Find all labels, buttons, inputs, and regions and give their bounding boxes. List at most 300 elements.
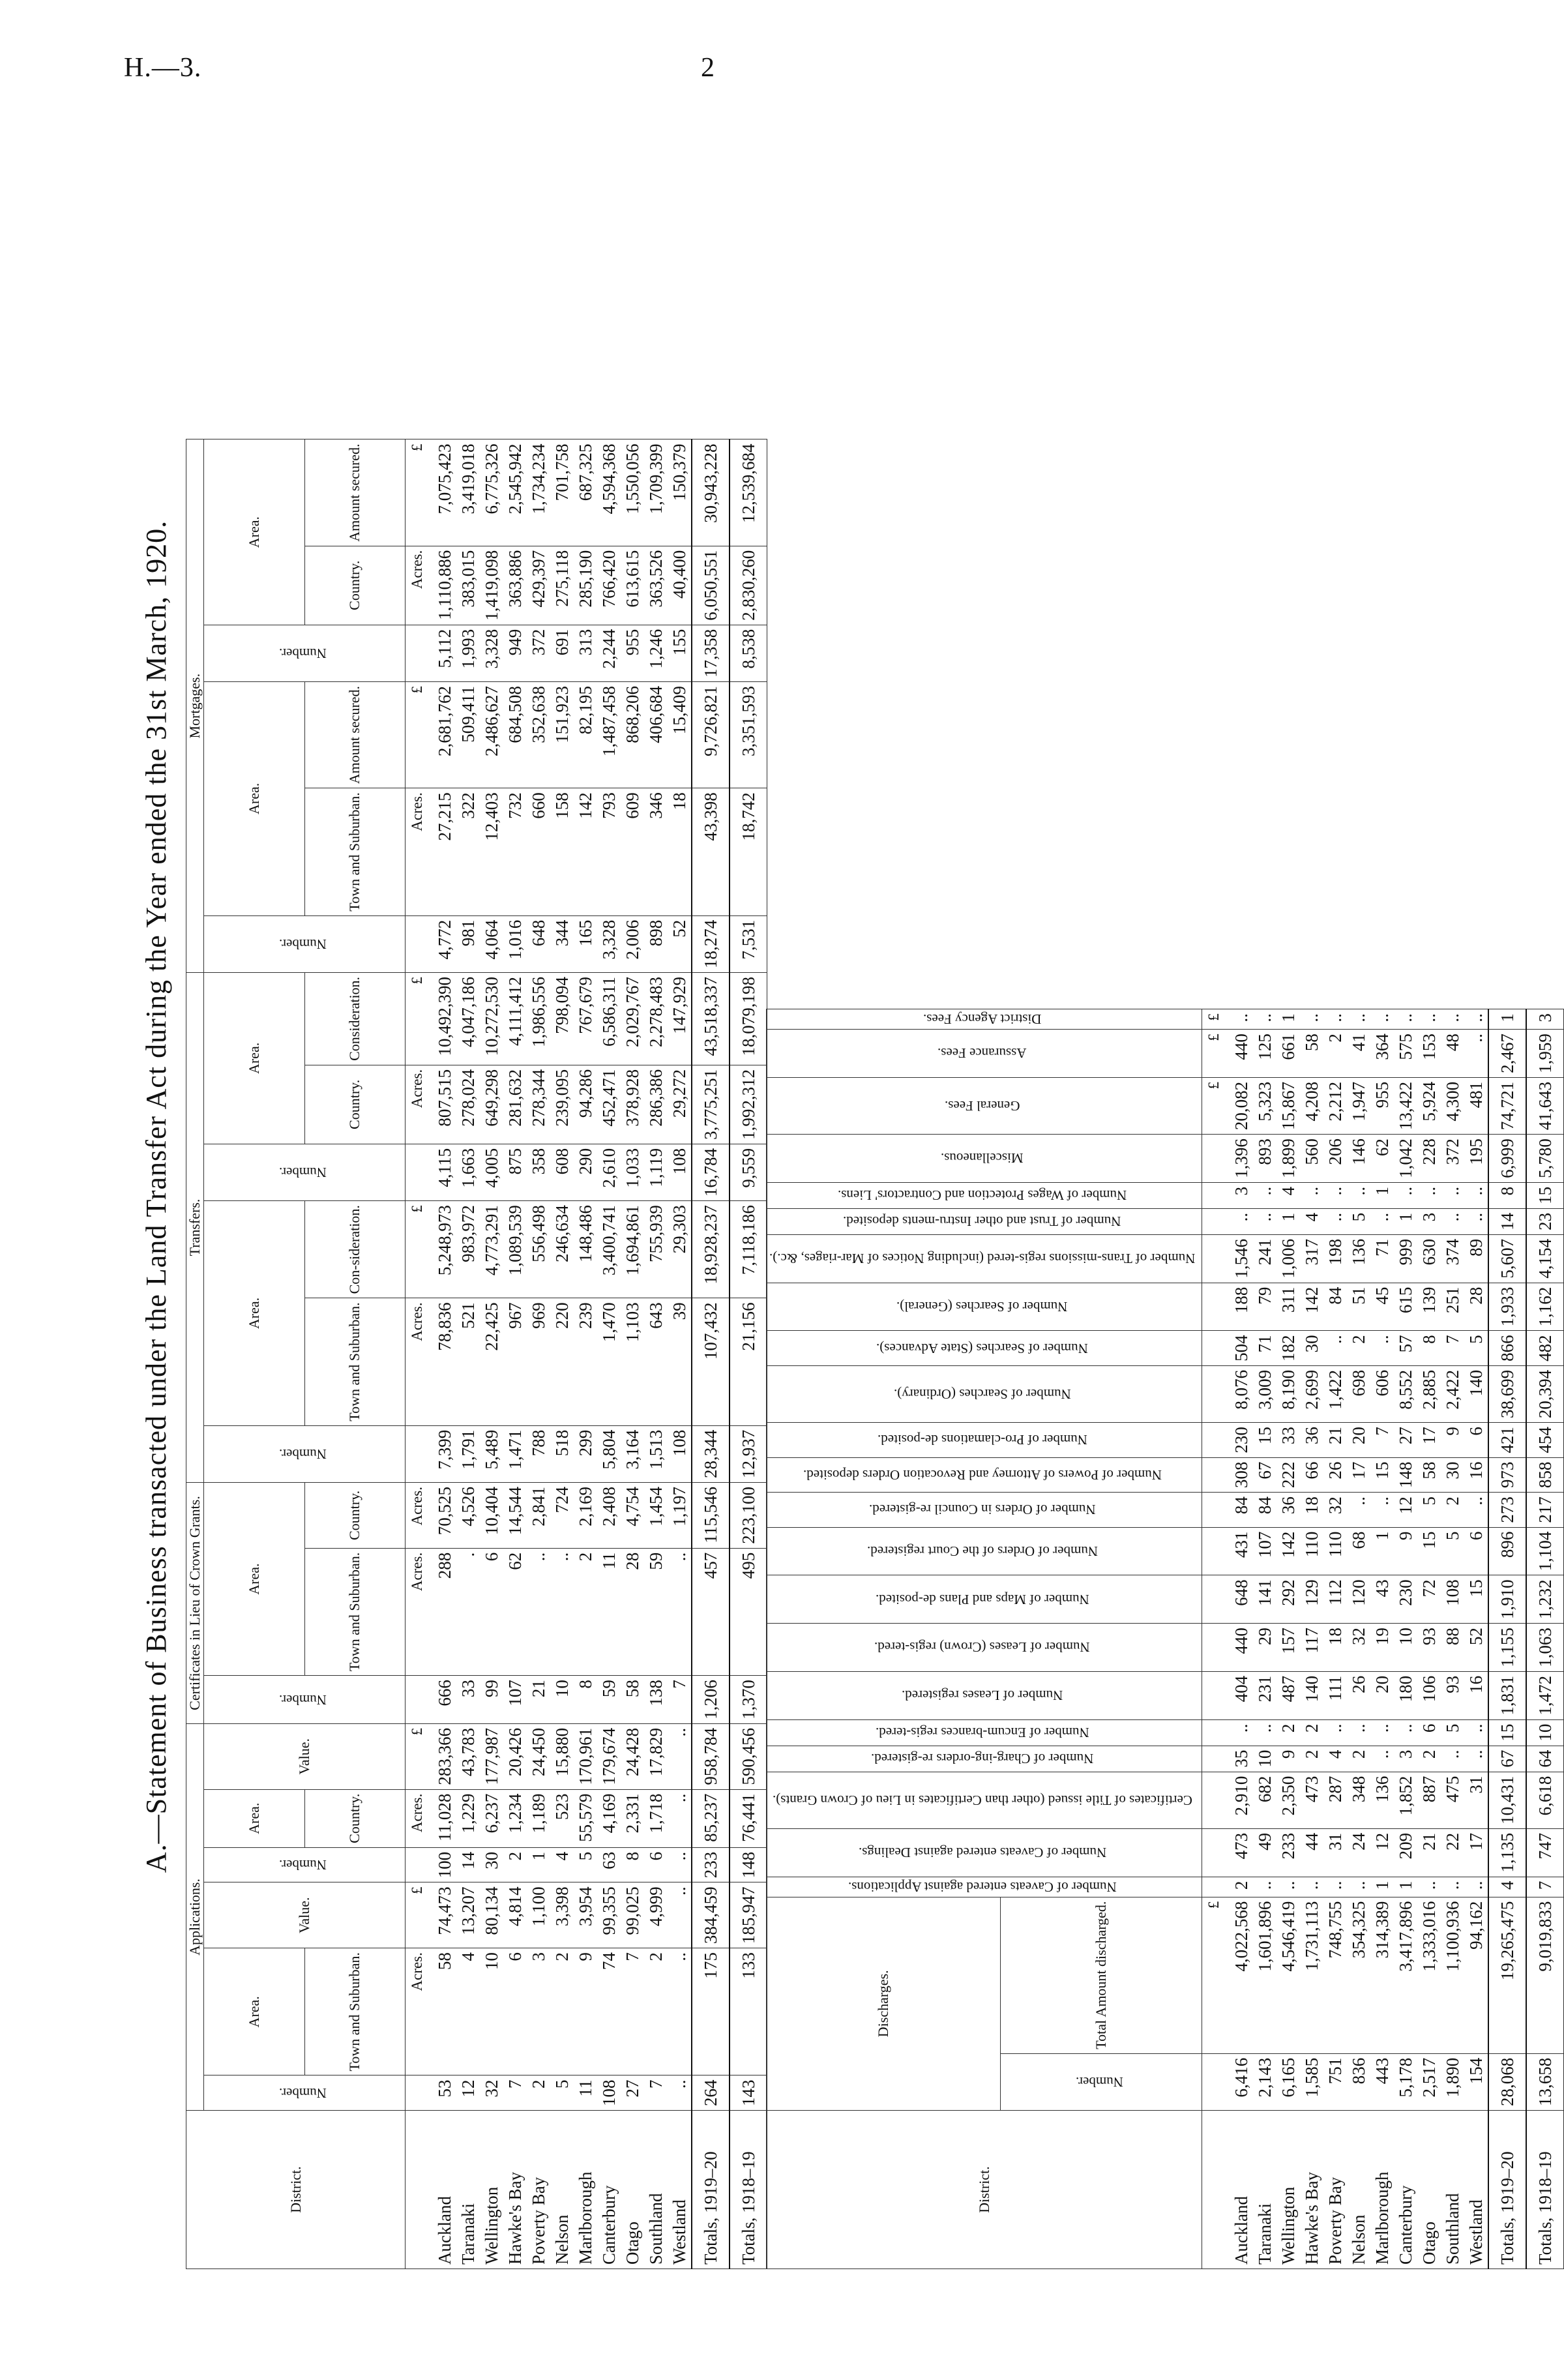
- district-name: Southland: [1441, 2111, 1464, 2269]
- table-cell: 606: [1370, 1365, 1394, 1422]
- units-row: [406, 439, 430, 2269]
- page-ref: H.—3.: [124, 53, 202, 83]
- col-number: Number.: [204, 625, 406, 681]
- table-cell: 43: [1370, 1575, 1394, 1624]
- table-cell: 136: [1347, 1234, 1370, 1283]
- table-cell: 292: [1276, 1575, 1300, 1624]
- table-cell: 518: [550, 1425, 574, 1482]
- unit-label: [406, 1847, 430, 1882]
- unit-label: [1202, 1772, 1226, 1828]
- table-cell: 18: [1300, 1493, 1323, 1528]
- table-cell: 99,355: [597, 1882, 621, 1948]
- table-cell: 1,246: [644, 625, 668, 681]
- totals-cell: 6,618: [1526, 1772, 1564, 1828]
- table-cell: ..: [1464, 1009, 1488, 1030]
- table-cell: 2: [644, 1948, 668, 2075]
- table-cell: 793: [597, 788, 621, 915]
- district-name: Southland: [644, 2111, 668, 2269]
- col-value: Value.: [204, 1882, 406, 1948]
- table-cell: 246,634: [550, 1201, 574, 1298]
- totals-cell: 1,472: [1526, 1671, 1564, 1719]
- table-cell: 504: [1226, 1331, 1253, 1366]
- table-cell: 1,663: [456, 1144, 480, 1200]
- table-cell: 1,731,113: [1300, 1897, 1323, 2053]
- table-cell: 1,333,016: [1417, 1897, 1441, 2053]
- totals-cell: 7,118,186: [730, 1201, 767, 1298]
- totals-label: Totals, 1918–19: [1526, 2111, 1564, 2269]
- table-cell: 251: [1441, 1283, 1464, 1331]
- table-cell: 112: [1323, 1575, 1347, 1624]
- table-cell: 195: [1464, 1135, 1488, 1183]
- table-cell: 1,546: [1226, 1234, 1253, 1283]
- table-cell: 322: [456, 788, 480, 915]
- totals-cell: 20,394: [1526, 1365, 1564, 1422]
- col-caveats-dealings: Number of Caveats entered against Dealings.: [767, 1828, 1202, 1877]
- totals-cell: 10: [1526, 1719, 1564, 1746]
- table-cell: 5,489: [480, 1425, 503, 1482]
- table-row: [1464, 1009, 1488, 2269]
- table-cell: 57: [1394, 1331, 1417, 1366]
- table-cell: 20,426: [503, 1723, 527, 1789]
- table-cell: ..: [1370, 1746, 1394, 1772]
- table-cell: 875: [503, 1144, 527, 1200]
- table-cell: 363,526: [644, 546, 668, 625]
- col-charging-orders: Number of Charg-ing-orders re-gistered.: [767, 1746, 1202, 1772]
- table-cell: 4,022,568: [1226, 1897, 1253, 2053]
- col-country: Country.: [304, 546, 406, 625]
- table-cell: 141: [1253, 1575, 1276, 1624]
- table-cell: 643: [644, 1298, 668, 1425]
- table-cell: ..: [1226, 1719, 1253, 1746]
- table-cell: 29,272: [668, 1065, 692, 1144]
- totals-cell: 7: [1526, 1877, 1564, 1897]
- totals-cell: 18,928,237: [692, 1201, 730, 1298]
- table-cell: 5: [1464, 1331, 1488, 1366]
- totals-cell: 1,155: [1488, 1624, 1526, 1672]
- table-cell: ..: [1464, 1746, 1488, 1772]
- table-cell: 10: [550, 1676, 574, 1724]
- table-cell: 4,772: [429, 915, 456, 972]
- table-cell: 9: [574, 1948, 597, 2075]
- table-cell: ..: [1464, 1719, 1488, 1746]
- table-cell: 1,694,861: [621, 1201, 644, 1298]
- table-cell: ..: [1276, 1877, 1300, 1897]
- table-cell: 2,610: [597, 1144, 621, 1200]
- table-cell: 230: [1394, 1575, 1417, 1624]
- table-cell: 1,993: [456, 625, 480, 681]
- unit-label: [1202, 1671, 1226, 1719]
- col-orders-court: Number of Orders of the Court registered.: [767, 1527, 1202, 1575]
- table-cell: 608: [550, 1144, 574, 1200]
- table-cell: 15: [1464, 1575, 1488, 1624]
- totals-cell: 233: [692, 1847, 730, 1882]
- table-cell: ..: [550, 1548, 574, 1675]
- table-cell: 233: [1276, 1828, 1300, 1877]
- table-cell: 4,300: [1441, 1077, 1464, 1134]
- col-transmissions: Number of Trans-missions regis-tered (including Notices of Mar-riages, &c.).: [767, 1234, 1202, 1283]
- table-cell: 724: [550, 1483, 574, 1549]
- units-row: [1202, 1009, 1226, 2269]
- totals-cell: 1,959: [1526, 1030, 1564, 1078]
- table-cell: 575: [1394, 1030, 1417, 1078]
- table-cell: 19: [1370, 1624, 1394, 1672]
- table-cell: 4,814: [503, 1882, 527, 1948]
- table-cell: 1,234: [503, 1789, 527, 1847]
- table-cell: 487: [1276, 1671, 1300, 1719]
- table-cell: 7,075,423: [429, 439, 456, 546]
- unit-label: Acres.: [406, 1548, 430, 1675]
- unit-label: £: [1202, 1030, 1226, 1078]
- table-cell: ..: [1253, 1009, 1276, 1030]
- table-cell: 452,471: [597, 1065, 621, 1144]
- table-cell: 8: [574, 1676, 597, 1724]
- table-cell: 2,350: [1276, 1772, 1300, 1828]
- table-cell: 220: [550, 1298, 574, 1425]
- totals-cell: 223,100: [730, 1483, 767, 1549]
- table-cell: 1,454: [644, 1483, 668, 1549]
- district-name: Nelson: [550, 2111, 574, 2269]
- table-cell: 755,939: [644, 1201, 668, 1298]
- table-cell: 24,428: [621, 1723, 644, 1789]
- table-cell: 100: [429, 1847, 456, 1882]
- totals-cell: 866: [1488, 1331, 1526, 1366]
- totals-cell: 482: [1526, 1331, 1564, 1366]
- group-discharges: Discharges.: [767, 1897, 1001, 2110]
- table-cell: 139: [1417, 1283, 1441, 1331]
- table-cell: 283,366: [429, 1723, 456, 1789]
- unit-label: [1202, 1283, 1226, 1331]
- table-cell: ..: [668, 1723, 692, 1789]
- totals-cell: 5,780: [1526, 1135, 1564, 1183]
- totals-cell: 1,063: [1526, 1624, 1564, 1672]
- totals-cell: 15: [1488, 1719, 1526, 1746]
- table-cell: 12: [1394, 1493, 1417, 1528]
- col-district: District.: [186, 2111, 406, 2269]
- totals-cell: 7,531: [730, 915, 767, 972]
- table-cell: 751: [1323, 2053, 1347, 2110]
- col-amount-secured: Amount secured.: [304, 439, 406, 546]
- district-name: Westland: [668, 2111, 692, 2269]
- table-cell: 11: [597, 1548, 621, 1675]
- table-cell: 1,119: [644, 1144, 668, 1200]
- table-cell: ..: [1253, 1719, 1276, 1746]
- table-cell: 1,110,886: [429, 546, 456, 625]
- table-cell: 31: [1464, 1772, 1488, 1828]
- table-cell: ..: [1323, 1331, 1347, 1366]
- table-cell: 311: [1276, 1283, 1300, 1331]
- table-cell: 613,615: [621, 546, 644, 625]
- table-cell: 2,517: [1417, 2053, 1441, 2110]
- table-cell: 2,422: [1441, 1365, 1464, 1422]
- table-cell: ..: [527, 1548, 550, 1675]
- table-cell: 170,961: [574, 1723, 597, 1789]
- table-cell: 117: [1300, 1624, 1323, 1672]
- table-cell: 44: [1300, 1828, 1323, 1877]
- totals-cell: 85,237: [692, 1789, 730, 1847]
- table-cell: 29,303: [668, 1201, 692, 1298]
- table-cell: 1: [527, 1847, 550, 1882]
- totals-cell: 3,775,251: [692, 1065, 730, 1144]
- table-cell: 4,526: [456, 1483, 480, 1549]
- table-cell: 1,585: [1300, 2053, 1323, 2110]
- totals-cell: 38,699: [1488, 1365, 1526, 1422]
- table-cell: 8,190: [1276, 1365, 1300, 1422]
- units-spacer: [406, 2111, 430, 2269]
- table-cell: 807,515: [429, 1065, 456, 1144]
- totals-label: Totals, 1918–19: [730, 2111, 767, 2269]
- table-cell: 278,344: [527, 1065, 550, 1144]
- unit-label: £: [406, 1201, 430, 1298]
- totals-cell: 64: [1526, 1746, 1564, 1772]
- table-cell: ..: [1226, 1208, 1253, 1234]
- totals-cell: 30,943,228: [692, 439, 730, 546]
- totals-cell: 457: [692, 1548, 730, 1675]
- table-cell: 684,508: [503, 682, 527, 788]
- table-cell: 443: [1370, 2053, 1394, 2110]
- table-cell: 32: [1323, 1493, 1347, 1528]
- col-proclamations: Number of Pro-clamations de-posited.: [767, 1423, 1202, 1458]
- totals-cell: 1,232: [1526, 1575, 1564, 1624]
- table-cell: 1,709,399: [644, 439, 668, 546]
- table-cell: 1,103: [621, 1298, 644, 1425]
- table-cell: 1,189: [527, 1789, 550, 1847]
- totals-cell: 5,607: [1488, 1234, 1526, 1283]
- table-cell: 748,755: [1323, 1897, 1347, 2053]
- table-cell: 230: [1226, 1423, 1253, 1458]
- table-cell: 6,775,326: [480, 439, 503, 546]
- table-cell: 108: [668, 1144, 692, 1200]
- table-cell: 648: [1226, 1575, 1253, 1624]
- table-cell: 5: [550, 2075, 574, 2111]
- table-row: [1394, 1009, 1417, 2269]
- table-cell: 35: [1226, 1746, 1253, 1772]
- unit-label: £: [406, 972, 430, 1065]
- totals-cell: 12,937: [730, 1425, 767, 1482]
- table-cell: 1,513: [644, 1425, 668, 1482]
- table-cell: 898: [644, 915, 668, 972]
- table-cell: 3: [1417, 1208, 1441, 1234]
- table-cell: 4,005: [480, 1144, 503, 1200]
- col-town-suburban: Town and Suburban.: [304, 1298, 406, 1425]
- table-cell: 146: [1347, 1135, 1370, 1183]
- table-cell: 5,323: [1253, 1077, 1276, 1134]
- table-cell: 26: [1323, 1457, 1347, 1493]
- table-cell: 429,397: [527, 546, 550, 625]
- unit-label: [1202, 2053, 1226, 2110]
- totals-cell: 1,933: [1488, 1283, 1526, 1331]
- unit-label: £: [406, 1882, 430, 1948]
- table-cell: 142: [1300, 1283, 1323, 1331]
- table-cell: 2: [503, 1847, 527, 1882]
- table-cell: 177,987: [480, 1723, 503, 1789]
- table-cell: 4,047,186: [456, 972, 480, 1065]
- table-cell: 4,546,419: [1276, 1897, 1300, 2053]
- table-cell: 440: [1226, 1030, 1253, 1078]
- totals-cell: 14: [1488, 1208, 1526, 1234]
- table-cell: 1,601,896: [1253, 1897, 1276, 2053]
- table-cell: 58: [1417, 1457, 1441, 1493]
- totals-cell: 3,351,593: [730, 682, 767, 788]
- totals-cell: 185,947: [730, 1882, 767, 1948]
- totals-cell: 16,784: [692, 1144, 730, 1200]
- table-cell: 4,999: [644, 1882, 668, 1948]
- table-cell: 290: [574, 1144, 597, 1200]
- table-row: [1417, 1009, 1441, 2269]
- totals-cell: 115,546: [692, 1483, 730, 1549]
- table-cell: 7: [644, 2075, 668, 2111]
- unit-label: [1202, 1746, 1226, 1772]
- table-cell: 6: [1464, 1527, 1488, 1575]
- table-cell: ..: [1370, 1493, 1394, 1528]
- page-number: 2: [701, 53, 715, 83]
- applications-transfers-mortgages-table: [186, 439, 767, 2269]
- statement-part-one: [127, 124, 767, 2269]
- table-cell: 182: [1276, 1331, 1300, 1366]
- district-name: Marlborough: [1370, 2111, 1394, 2269]
- table-cell: 1,890: [1441, 2053, 1464, 2110]
- table-cell: 1,016: [503, 915, 527, 972]
- col-area: Area.: [204, 1483, 305, 1676]
- table-cell: 2: [1276, 1719, 1300, 1746]
- table-cell: 560: [1300, 1135, 1323, 1183]
- table-cell: 383,015: [456, 546, 480, 625]
- table-cell: 228: [1417, 1135, 1441, 1183]
- totals-cell: 9,726,821: [692, 682, 730, 788]
- table-cell: 49: [1253, 1828, 1276, 1877]
- table-cell: 107: [503, 1676, 527, 1724]
- table-row: [1226, 1009, 1253, 2269]
- unit-label: [1202, 1624, 1226, 1672]
- table-cell: 9: [1441, 1423, 1464, 1458]
- col-district-agency-fees: District Agency Fees.: [767, 1009, 1202, 1030]
- table-cell: 4: [456, 1948, 480, 2075]
- table-cell: 10: [1253, 1746, 1276, 1772]
- totals-cell: 1,831: [1488, 1671, 1526, 1719]
- table-cell: 79: [1253, 1283, 1276, 1331]
- col-searches-general: Number of Searches (General).: [767, 1283, 1202, 1331]
- table-cell: 344: [550, 915, 574, 972]
- unit-label: [406, 1676, 430, 1724]
- table-cell: 2,841: [527, 1483, 550, 1549]
- table-cell: 231: [1253, 1671, 1276, 1719]
- table-cell: 51: [1347, 1283, 1370, 1331]
- table-cell: 5: [1347, 1208, 1370, 1234]
- unit-label: [1202, 1457, 1226, 1493]
- col-leases: Number of Leases registered.: [767, 1671, 1202, 1719]
- table-cell: 21: [1323, 1423, 1347, 1458]
- table-cell: ..: [1441, 1877, 1464, 1897]
- table-cell: 4: [1276, 1182, 1300, 1208]
- totals-cell: 421: [1488, 1423, 1526, 1458]
- col-town-suburban: Town and Suburban.: [304, 1948, 406, 2075]
- unit-label: [1202, 1828, 1226, 1877]
- table-cell: 8,076: [1226, 1365, 1253, 1422]
- table-cell: 3,417,896: [1394, 1897, 1417, 2053]
- totals-cell: 747: [1526, 1828, 1564, 1877]
- table-cell: 1,550,056: [621, 439, 644, 546]
- table-cell: 1,947: [1347, 1077, 1370, 1134]
- table-cell: 6: [644, 1847, 668, 1882]
- table-cell: ..: [1370, 1009, 1394, 1030]
- totals-cell: 1,104: [1526, 1527, 1564, 1575]
- table-cell: 887: [1417, 1772, 1441, 1828]
- table-cell: 1,042: [1394, 1135, 1417, 1183]
- table-cell: 3,954: [574, 1882, 597, 1948]
- unit-label: £: [1202, 1077, 1226, 1134]
- totals-cell: 3: [1526, 1009, 1564, 1030]
- table-cell: 2: [527, 2075, 550, 2111]
- col-country: Country.: [304, 1789, 406, 1847]
- table-cell: 89: [1464, 1234, 1488, 1283]
- district-name: Nelson: [1347, 2111, 1370, 2269]
- table-cell: 15,867: [1276, 1077, 1300, 1134]
- totals-cell: 15: [1526, 1182, 1564, 1208]
- unit-label: Acres.: [406, 1483, 430, 1549]
- table-cell: 521: [456, 1298, 480, 1425]
- table-cell: 66: [1300, 1457, 1323, 1493]
- table-cell: 404: [1226, 1671, 1253, 1719]
- col-number: Number.: [204, 915, 406, 972]
- table-row: [1323, 1009, 1347, 2269]
- table-cell: ..: [1300, 1009, 1323, 1030]
- table-cell: 285,190: [574, 546, 597, 625]
- totals-cell: 43,518,337: [692, 972, 730, 1065]
- table-cell: 1: [1276, 1208, 1300, 1234]
- totals-cell: 1: [1488, 1009, 1526, 1030]
- table-cell: 188: [1226, 1283, 1253, 1331]
- table-cell: 24: [1347, 1828, 1370, 1877]
- table-cell: 648: [527, 915, 550, 972]
- totals-cell: 1,992,312: [730, 1065, 767, 1144]
- table-cell: 150,379: [668, 439, 692, 546]
- table-cell: ..: [668, 1789, 692, 1847]
- table-cell: 701,758: [550, 439, 574, 546]
- table-cell: 2,143: [1253, 2053, 1276, 2110]
- table-cell: ..: [1323, 1877, 1347, 1897]
- table-cell: 2: [1300, 1719, 1323, 1746]
- unit-label: [1202, 1527, 1226, 1575]
- table-cell: 206: [1323, 1135, 1347, 1183]
- table-row: [429, 439, 456, 2269]
- totals-cell: 17,358: [692, 625, 730, 681]
- table-cell: 4,111,412: [503, 972, 527, 1065]
- table-cell: 9: [1394, 1527, 1417, 1575]
- table-cell: ..: [1464, 1877, 1488, 1897]
- table-cell: 27: [621, 2075, 644, 2111]
- table-cell: 5: [1441, 1527, 1464, 1575]
- table-cell: ..: [668, 1882, 692, 1948]
- table-cell: 99: [480, 1676, 503, 1724]
- totals-cell: 858: [1526, 1457, 1564, 1493]
- table-cell: 94,162: [1464, 1897, 1488, 2053]
- table-cell: 40,400: [668, 546, 692, 625]
- unit-label: [406, 1144, 430, 1200]
- table-cell: .: [456, 1548, 480, 1675]
- table-cell: ..: [1347, 1493, 1370, 1528]
- table-cell: 63: [597, 1847, 621, 1882]
- unit-label: [1202, 1234, 1226, 1283]
- table-cell: ..: [668, 1847, 692, 1882]
- table-cell: 1,396: [1226, 1135, 1253, 1183]
- col-orders-council: Number of Orders in Council re-gistered.: [767, 1493, 1202, 1528]
- table-cell: 39: [668, 1298, 692, 1425]
- table-cell: 10,492,390: [429, 972, 456, 1065]
- table-cell: 2,212: [1323, 1077, 1347, 1134]
- table-cell: 5,178: [1394, 2053, 1417, 2110]
- table-cell: 7: [668, 1676, 692, 1724]
- col-miscellaneous: Miscellaneous.: [767, 1135, 1202, 1183]
- table-cell: 7: [503, 2075, 527, 2111]
